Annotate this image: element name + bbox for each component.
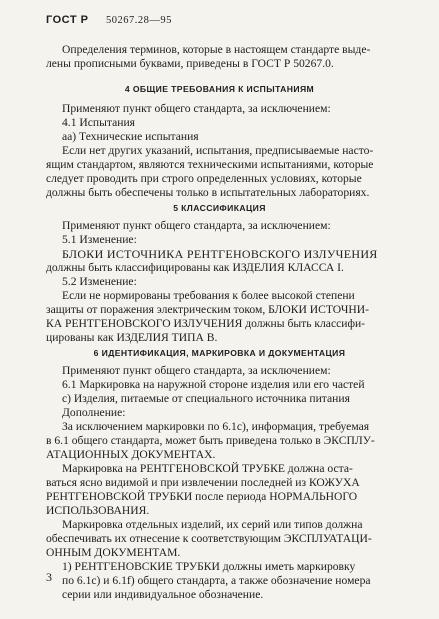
text-line: аа) Технические испытания [62, 130, 199, 143]
header-gost: ГОСТ Р [46, 14, 89, 26]
text-line: Применяют пункт общего стандарта, за исключением: [62, 219, 331, 232]
text-line: обеспечивать их отнесение к соответствующим ЭКСПЛУАТАЦИ- [46, 532, 372, 545]
section-heading-5: 5 КЛАССИФИКАЦИЯ [173, 203, 266, 213]
text-line: РЕНТГЕНОВСКОЙ ТРУБКИ после периода НОРМАЛЬНОГО [46, 490, 358, 503]
text-line: Применяют пункт общего стандарта, за исключением: [62, 102, 331, 115]
text-line: ОННЫМ ДОКУМЕНТАМ. [46, 546, 181, 559]
text-line: 5.2 Изменение: [62, 275, 137, 288]
page-number: 3 [46, 570, 52, 584]
text-line: ИСПОЛЬЗОВАНИЯ. [46, 504, 150, 517]
section-heading-6: 6 ИДЕНТИФИКАЦИЯ, МАРКИРОВКА И ДОКУМЕНТАЦИЯ [93, 348, 346, 358]
text-line: БЛОКИ ИСТОЧНИКА РЕНТГЕНОВСКОГО ИЗЛУЧЕНИЯ [62, 247, 378, 261]
text-line: защиты от поражения электрическим током, БЛОКИ ИСТОЧНИ- [46, 303, 370, 316]
text-line: Дополнение: [62, 406, 126, 419]
text-line: ваться ясно видимой и при извлечении последней из КОЖУХА [46, 476, 360, 489]
text-line: 6.1 Маркировка на наружной стороне изделия или его частей [62, 378, 365, 391]
text-line: КА РЕНТГЕНОВСКОГО ИЗЛУЧЕНИЯ должны быть классифи- [46, 317, 366, 330]
text-line: по 6.1с) и 6.1f) общего стандарта, а также обозначение номера [62, 574, 371, 587]
text-line: следует проводить при строго определенных условиях, которые [46, 172, 362, 185]
section-heading-4: 4 ОБЩИЕ ТРЕБОВАНИЯ К ИСПЫТАНИЯМ [124, 84, 315, 94]
text-line: в 6.1 общего стандарта, может быть приведена только в ЭКСПЛУ- [46, 434, 375, 447]
text-line: с) Изделия, питаемые от специального источника питания [62, 392, 350, 405]
text-line: 4.1 Испытания [62, 116, 135, 129]
text-line: Если нет других указаний, испытания, предписываемые насто- [62, 144, 374, 157]
text-line: ящим стандартом, являются техническими испытаниями, которые [46, 158, 374, 171]
intro-line: лены прописными буквами, приведены в ГОСТ Р 50267.0. [46, 57, 334, 70]
text-line: Маркировка на РЕНТГЕНОВСКОЙ ТРУБКЕ должна оста- [62, 462, 353, 475]
text-line: должны быть обеспечены только в испытательных лабораториях. [46, 186, 370, 199]
text-line: должны быть классифицированы как ИЗДЕЛИЯ КЛАССА I. [46, 261, 344, 274]
text-line: Применяют пункт общего стандарта, за исключением: [62, 364, 331, 377]
text-line: Если не нормированы требования к более высокой степени [62, 289, 355, 302]
header-standard-number: 50267.28—95 [106, 15, 172, 26]
text-line: 1) РЕНТГЕНОВСКИЕ ТРУБКИ должны иметь маркировку [62, 560, 356, 573]
text-line: цированы как ИЗДЕЛИЯ ТИПА В. [46, 331, 218, 344]
page-header [46, 14, 172, 26]
text-line: 5.1 Изменение: [62, 233, 137, 246]
text-line: Маркировка отдельных изделий, их серий или типов должна [62, 518, 363, 531]
text-line: За исключением маркировки по 6.1с), информация, требуемая [62, 420, 370, 433]
intro-line: Определения терминов, которые в настоящем стандарте выде- [62, 43, 371, 56]
text-line: АТАЦИОННЫХ ДОКУМЕНТАХ. [46, 448, 216, 461]
text-line: серии или индивидуальное обозначение. [62, 588, 264, 601]
